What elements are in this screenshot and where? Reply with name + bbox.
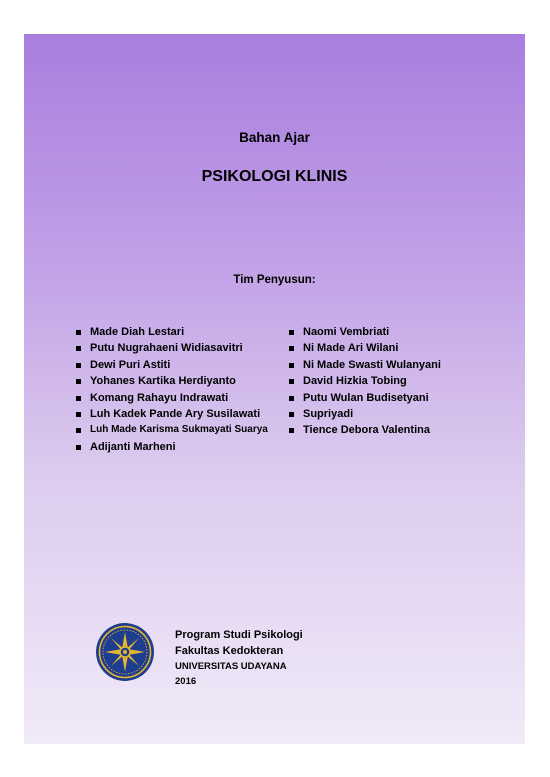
bullet-icon: [289, 363, 294, 368]
author-item: Ni Made Ari Wilani: [288, 340, 508, 356]
author-item: Luh Made Karisma Sukmayati Suarya: [75, 422, 305, 438]
bullet-icon: [289, 330, 294, 335]
document-subtitle: Bahan Ajar: [239, 130, 310, 145]
author-list-left: [75, 324, 305, 455]
bullet-icon: [76, 379, 81, 384]
author-item: David Hizkia Tobing: [288, 373, 508, 389]
institution-block: [175, 627, 303, 689]
bullet-icon: [289, 428, 294, 433]
author-list-right: [288, 324, 508, 439]
author-item: Dewi Puri Astiti: [75, 357, 305, 373]
bullet-icon: [289, 346, 294, 351]
faculty-name: Fakultas Kedokteran: [175, 645, 284, 657]
author-item: Ni Made Swasti Wulanyani: [288, 357, 508, 373]
publication-year: 2016: [175, 676, 197, 687]
bullet-icon: [76, 396, 81, 401]
udayana-university-seal-icon: [95, 622, 155, 682]
team-heading: Tim Penyusun:: [233, 274, 316, 286]
program-name: Program Studi Psikologi: [175, 629, 303, 641]
bullet-icon: [76, 346, 81, 351]
author-item: Komang Rahayu Indrawati: [75, 390, 305, 406]
author-item: Made Diah Lestari: [75, 324, 305, 340]
author-item: Supriyadi: [288, 406, 508, 422]
bullet-icon: [76, 363, 81, 368]
bullet-icon: [289, 396, 294, 401]
cover-page: [24, 34, 525, 744]
author-item: Yohanes Kartika Herdiyanto: [75, 373, 305, 389]
bullet-icon: [76, 330, 81, 335]
author-item: Luh Kadek Pande Ary Susilawati: [75, 406, 305, 422]
bullet-icon: [289, 412, 294, 417]
author-item: Adijanti Marheni: [75, 439, 305, 455]
author-item: Putu Nugrahaeni Widiasavitri: [75, 340, 305, 356]
author-item: Naomi Vembriati: [288, 324, 508, 340]
university-name: UNIVERSITAS UDAYANA: [175, 661, 287, 672]
bullet-icon: [76, 428, 81, 433]
document-title: PSIKOLOGI KLINIS: [201, 168, 348, 185]
author-item: Tience Debora Valentina: [288, 422, 508, 438]
author-item: Putu Wulan Budisetyani: [288, 390, 508, 406]
bullet-icon: [76, 445, 81, 450]
bullet-icon: [76, 412, 81, 417]
bullet-icon: [289, 379, 294, 384]
